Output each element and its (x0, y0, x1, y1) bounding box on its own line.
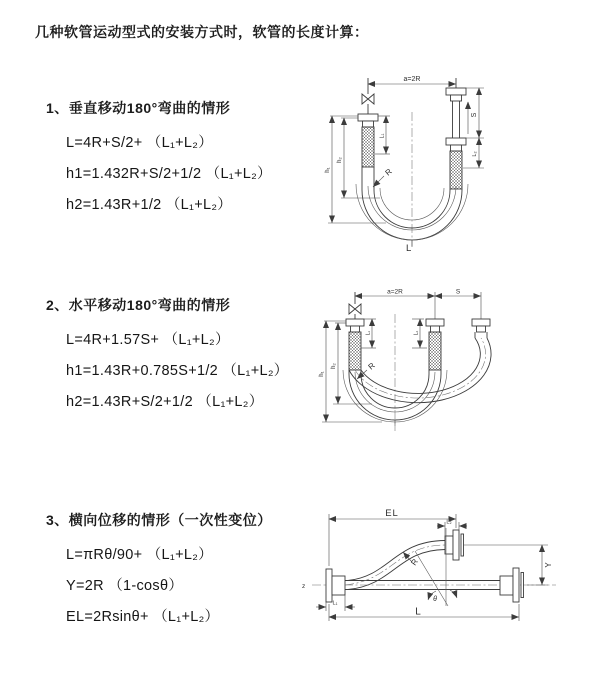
dimension-l2 (437, 520, 467, 537)
formula-line: L=4R+S/2+ （L₁+L₂） (66, 135, 214, 151)
page-title: 几种软管运动型式的安装方式时，软管的长度计算： (35, 24, 369, 40)
left-flange-assembly (358, 114, 378, 190)
formula-line: EL=2Rsinθ+ （L₁+L₂） (66, 609, 220, 625)
section-2-heading: 2、水平移动180°弯曲的情形 (46, 297, 231, 313)
dimension-s (463, 88, 484, 168)
dim-label-theta: θ (433, 596, 437, 603)
dim-label-r: R (383, 166, 394, 178)
left-flange-assembly (326, 569, 345, 602)
formula-line: h1=1.432R+S/2+1/2 （L₁+L₂） (66, 166, 272, 182)
formula-line: Y=2R （1-cosθ） (66, 578, 184, 594)
dim-label-h2: h₂ (337, 157, 343, 163)
dim-label-h1: h₁ (319, 371, 325, 377)
formula-line: L=πRθ/90+ （L₁+L₂） (66, 547, 213, 563)
section-1-heading: 1、垂直移动180°弯曲的情形 (46, 100, 231, 116)
section-lateral-displacement (46, 510, 326, 633)
diagram-horizontal-180-bend (312, 286, 592, 464)
dim-label-l2: L₂ (472, 151, 478, 157)
section-vertical-180 (46, 98, 326, 221)
dim-label-s: S (471, 112, 478, 118)
formula-line: h2=1.43R+S/2+1/2 （L₁+L₂） (66, 394, 264, 410)
diagram-lateral-displacement (298, 506, 598, 654)
centerline-z-mark: z (302, 583, 306, 590)
dim-label-l1: L₁ (365, 330, 372, 336)
valve-symbol (362, 78, 374, 114)
formula-line: h1=1.43R+0.785S+1/2 （L₁+L₂） (66, 363, 289, 379)
dim-label-l1: L₁ (379, 133, 386, 139)
section-horizontal-180 (46, 295, 326, 418)
diagram-vertical-180-bend (318, 70, 590, 254)
middle-flange-assembly (426, 319, 444, 374)
dimension-el (329, 508, 456, 566)
dimension-h1-h2 (325, 116, 386, 223)
dimension-l1 (375, 116, 390, 154)
dim-label-y: Y (544, 562, 553, 568)
dim-label-h2: h₂ (331, 363, 337, 369)
dimension-a-2r-and-s (355, 289, 481, 297)
dim-label-h1: h₁ (325, 167, 331, 173)
dim-label-l: L (415, 606, 421, 618)
right-flange-assembly (446, 78, 466, 190)
dim-label-el: EL (385, 508, 399, 519)
dimension-l-bottom (406, 240, 412, 254)
section-3-heading: 3、横向位移的情形（一次性变位） (46, 512, 272, 528)
formula-line: h2=1.43R+1/2 （L₁+L₂） (66, 197, 233, 213)
dim-label-a2r: a=2R (387, 288, 403, 296)
displaced-flange-assembly (445, 530, 464, 560)
dim-label-a2r: a=2R (403, 76, 421, 83)
dimension-l1-l2 (361, 319, 427, 348)
left-flange-assembly (346, 319, 364, 374)
dimension-a-2r (368, 76, 456, 84)
dim-label-r: R (409, 557, 420, 568)
dim-label-l2: L₂ (413, 330, 420, 336)
dim-label-l: L (406, 243, 412, 254)
dimension-l1 (316, 595, 355, 611)
right-flange-assembly (500, 568, 524, 602)
dim-label-r: R (366, 360, 377, 372)
radius-callout (403, 552, 420, 567)
dimension-l-bottom (329, 604, 519, 621)
dim-label-s: S (455, 288, 461, 296)
displaced-hose-s-curve (345, 541, 445, 590)
formula-line: L=4R+1.57S+ （L₁+L₂） (66, 332, 230, 348)
shifted-flange-assembly (472, 319, 490, 338)
radius-callout (373, 167, 394, 187)
dim-label-l1: L₁ (332, 600, 338, 607)
dim-label-l2: L₂ (446, 519, 452, 526)
